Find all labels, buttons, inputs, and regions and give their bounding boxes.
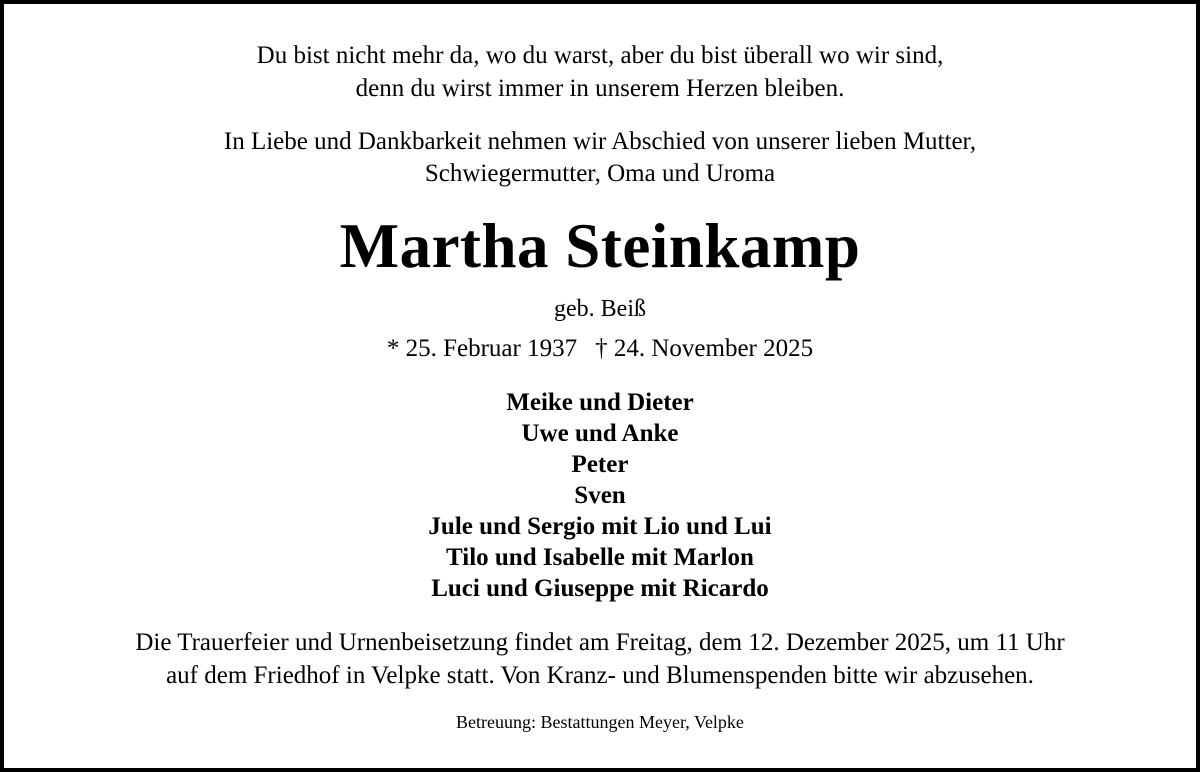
mourner-line: Sven <box>574 482 626 509</box>
mourner-line: Tilo und Isabelle mit Marlon <box>446 544 754 571</box>
mourner-line: Uwe und Anke <box>521 420 679 447</box>
death-date: † 24. November 2025 <box>595 335 814 362</box>
service-line-1: Die Trauerfeier und Urnenbeisetzung findet am Freitag, dem 12. Dezember 2025, um 11 Uhr <box>135 629 1065 656</box>
birth-date: * 25. Februar 1937 <box>386 335 578 362</box>
funeral-home-credit: Betreuung: Bestattungen Meyer, Velpke <box>456 712 744 732</box>
mourner-line: Jule und Sergio mit Lio und Lui <box>428 513 772 540</box>
deceased-name: Martha Steinkamp <box>339 211 861 281</box>
intro-line-1: In Liebe und Dankbarkeit nehmen wir Abschied von unserer lieben Mutter, <box>223 128 977 155</box>
service-line-2: auf dem Friedhof in Velpke statt. Von Kranz- und Blumenspenden bitte wir abzusehen. <box>166 662 1034 689</box>
verse-line-2: denn du wirst immer in unserem Herzen bleiben. <box>355 75 845 102</box>
intro-line-2: Schwiegermutter, Oma und Uroma <box>424 160 776 187</box>
mourner-line: Meike und Dieter <box>506 389 694 416</box>
life-dates <box>4 333 1196 365</box>
mourner-line: Peter <box>571 451 629 478</box>
birth-name: geb. Beiß <box>554 296 646 322</box>
verse-line-1: Du bist nicht mehr da, wo du warst, aber du bist überall wo wir sind, <box>256 42 944 69</box>
mourner-line: Luci und Giuseppe mit Ricardo <box>431 575 769 602</box>
